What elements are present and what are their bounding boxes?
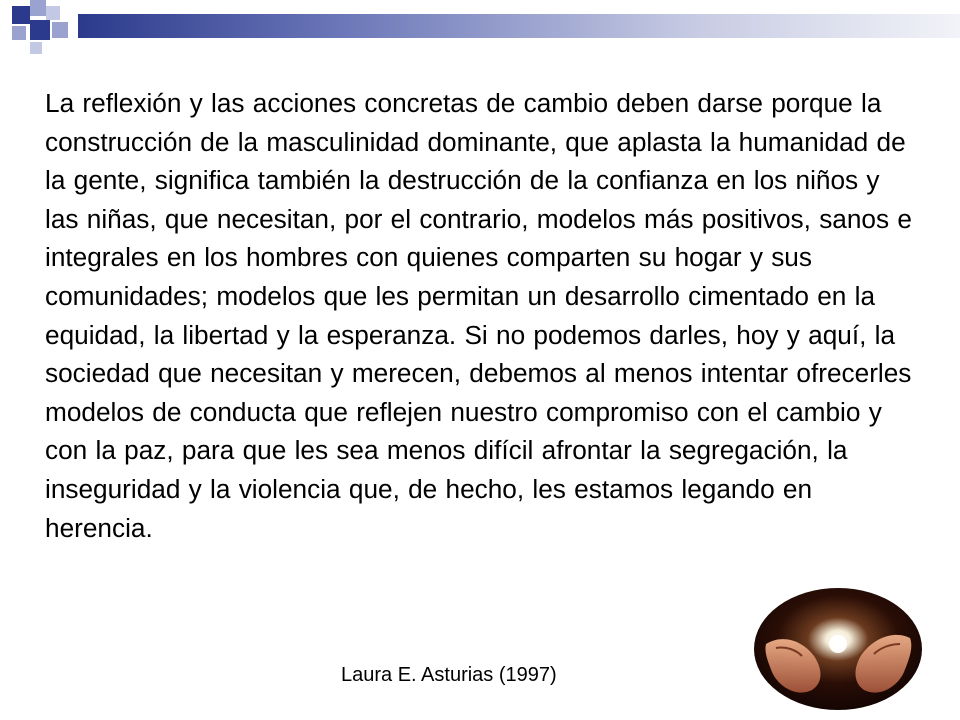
quote-body-text: La reflexión y las acciones concretas de cambio deben darse porque la construcción de la masculinidad dominante, que aplasta la humanidad de la gente, significa también la destrucción de la confianza en los niños y las niñas, que necesitan, por el contrario, modelos más positivos, sanos e integrales en los hombres con quienes comparten su hogar y sus comunidades; modelos que les permitan un desarrollo cimentado en la equidad, la libertad y la esperanza. Si no podemos darles, hoy y aquí, la sociedad que necesitan y merecen, debemos al menos intentar ofrecerles modelos de conducta que reflejen nuestro compromiso con el cambio y con la paz, para que les sea menos difícil afrontar la segregación, la inseguridad y la violencia que, de hecho, les estamos legando en herencia. [45,88,912,543]
glowing-hands-image [752,586,924,712]
title-bar-gradient [78,14,960,38]
corner-decoration [0,0,960,60]
deco-square [12,6,30,24]
deco-square [30,42,42,54]
deco-square [52,22,68,38]
deco-square [46,6,60,20]
quote-attribution: Laura E. Asturias (1997) [341,664,557,686]
deco-square [30,20,50,40]
deco-square [30,0,46,16]
deco-square [12,26,26,40]
